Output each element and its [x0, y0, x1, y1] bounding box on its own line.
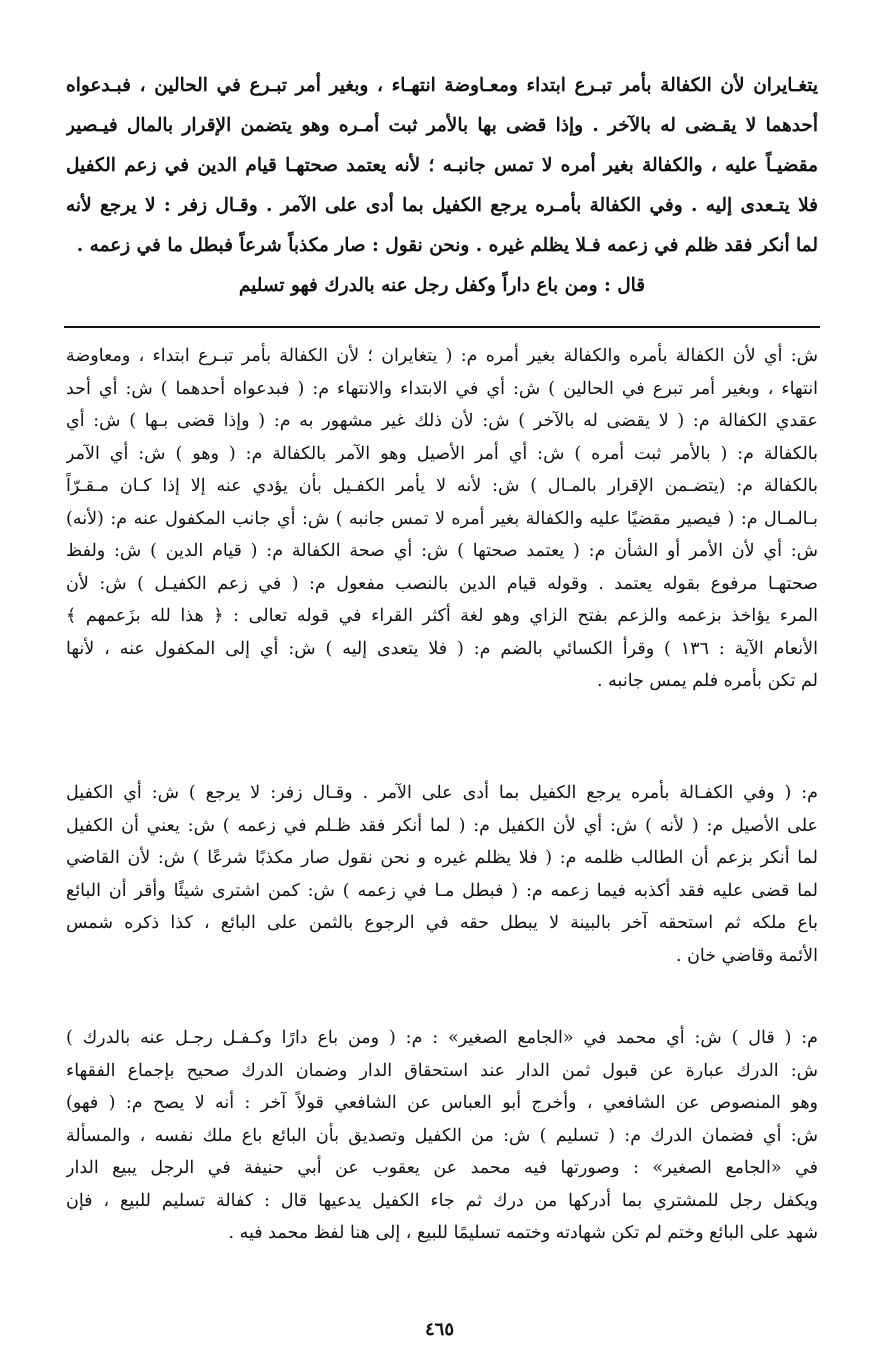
matn-line: مقضيـاً عليه ، والكفالة بغير أمره لا تمس جانبـه ؛ لأنه يعتمد صحتهـا قيام الدين في زعم الكفيل [66, 155, 818, 176]
sharh-line: م: ( قال ) ش: أي محمد في «الجامع الصغير» : م: ( ومن باع دارًا وكـفـل رجـل عنه بالدرك ) [66, 1028, 818, 1048]
matn-text-block [66, 66, 818, 306]
sharh-line: ش: أي لأن الكفالة بأمره والكفالة بغير أمره م: ( يتغايران ؛ لأن الكفالة بأمر تبـرع ابتداء ، ومعاوضة [66, 346, 818, 366]
sharh-line: في «الجامع الصغير» : وصورتها فيه محمد عن يعقوب عن أبي حنيفة في الرجل يبيع الدار [66, 1158, 818, 1178]
sharh-paragraph-2 [66, 777, 818, 972]
sharh-line: وهو المنصوص عن الشافعي ، وأخرج أبو العباس عن الشافعي قولاً آخر : أنه لا يصح م: ( فهو) [66, 1093, 818, 1113]
sharh-paragraph-3 [66, 1022, 818, 1250]
matn-line: يتغـايران لأن الكفالة بأمر تبـرع ابتداء ومعـاوضة انتهـاء ، وبغير أمر تبـرع في الحالين ، فبـدعواه [66, 75, 818, 96]
sharh-line: عقدي الكفالة م: ( لا يقضى له بالآخر ) ش: لأن ذلك غير مشهور به م: ( وإذا قضى بـها ) ش: أي [66, 411, 818, 431]
sharh-line: بالكفالة م: (يتضـمن الإقرار بالمـال ) ش: لأنه لا يأمر الكفـيل بأن يؤدي عنه إلا إذا كـان مـقـرّاً [66, 476, 818, 496]
sharh-line: صحتهـا مرفوع بقوله يعتمد . وقوله قيام الدين بالنصب مفعول م: ( في زعم الكفيـل ) ش: لأن [66, 573, 818, 594]
sharh-line: بالكفالة م: ( بالأمر ثبت أمره ) ش: أي أمر الأصيل وهو الآمر بالكفالة م: ( وهو ) ش: أي الآمر [66, 443, 818, 464]
matn-line: لما أنكر فقد ظلم في زعمه فـلا يظلم غيره . ونحن نقول : صار مكذباً شرعاً فبطل ما في زعمه . [76, 235, 818, 256]
sharh-line: ش: أي لأن الأمر أو الشأن م: ( يعتمد صحتها ) ش: أي صحة الكفالة م: ( قيام الدين ) ش: ولفظ [66, 541, 818, 561]
sharh-line: ويكفل رجل للمشتري بما أدركها من درك ثم جاء الكفيل يدعيها قال : كفالة تسليم للبيع ، فإن [66, 1190, 818, 1211]
sharh-line: الأئمة وقاضي خان . [675, 945, 818, 966]
sharh-line: لما أنكر بزعم أن الطالب ظلمه م: ( فلا يظلم غيره و نحن نقول صار مكذبًا شرعًا ) ش: لأن القاضي [66, 848, 818, 868]
sharh-line: بـالمـال م: ( فيصير مقضيًا عليه والكفالة بغير أمره لا تمس جانبه ) ش: أي جانب المكفول عنه م: (لأنه) [66, 508, 818, 529]
separator-rule [64, 326, 820, 328]
sharh-line: على الأصيل م: ( لأنه ) ش: أي لأن الكفيل م: ( لما أنكر فقد ظـلم في زعمه ) ش: يعني أن الكفيل [66, 815, 818, 836]
sharh-line: لما قضى عليه فقد أكذبه فيما زعمه م: ( فبطل مـا في زعمه ) ش: كمن اشترى شيئًا وأقر أن البائع [66, 880, 818, 901]
sharh-line: م: ( وفي الكفـالة بأمره يرجع الكفيل بما أدى على الآمر . وقـال زفر: لا يرجع ) ش: أي الكفيل [66, 783, 818, 803]
sharh-line: شهد على البائع وختم لم تكن شهادته وختمه تسليمًا للبيع ، إلى هنا لفظ محمد فيه . [228, 1223, 818, 1243]
sharh-line: المرء يؤاخذ بزعمه والزعم بفتح الزاي وهو لغة أكثر القراء في قوله تعالى : ﴿ هذا لله بزَعمهم ﴾ [66, 606, 818, 626]
sharh-line: الأنعام الآية : ١٣٦ ) وقرأ الكسائي بالضم م: ( فلا يتعدى إليه ) ش: أي إلى المكفول عنه ، لأنها [66, 638, 818, 659]
page-number: ٤٦٥ [424, 1319, 454, 1340]
matn-line: فلا يتـعدى إليه . وفي الكفالة بأمـره يرجع الكفيل بما أدى على الآمر . وقـال زفر : لا يرجع لأنه [66, 195, 818, 216]
matn-line: أحدهما لا يقـضى له بالآخر . وإذا قضى بها بالأمر ثبت أمـره وهو يتضمن الإقرار بالمال فيـصير [66, 115, 818, 136]
sharh-line: باع ملكه ثم استحقه آخر بالبينة لا يبطل حقه في الرجوع بالثمن على البائع ، كذا ذكره شمس [66, 913, 818, 933]
sharh-line: انتهاء ، وبغير أمر تبرع في الحالين ) ش: أي في الابتداء والانتهاء م: ( فبدعواه أحدهما ) ش: أي أحد [66, 378, 818, 399]
sharh-line: ش: الدرك عبارة عن قبول ثمن الدار عند استحقاق الدار وضمان الدرك صحيح بإجماع الفقهاء [66, 1060, 818, 1081]
sharh-line: ش: أي فضمان الدرك م: ( تسليم ) ش: من الكفيل وتصديق بأن البائع باع ملك نفسه ، والمسألة [66, 1125, 818, 1146]
matn-line: قال : ومن باع داراً وكفل رجل عنه بالدرك فهو تسليم [238, 275, 646, 296]
sharh-paragraph-1 [66, 340, 818, 698]
sharh-line: لم تكن بأمره فلم يمس جانبه . [597, 671, 818, 691]
